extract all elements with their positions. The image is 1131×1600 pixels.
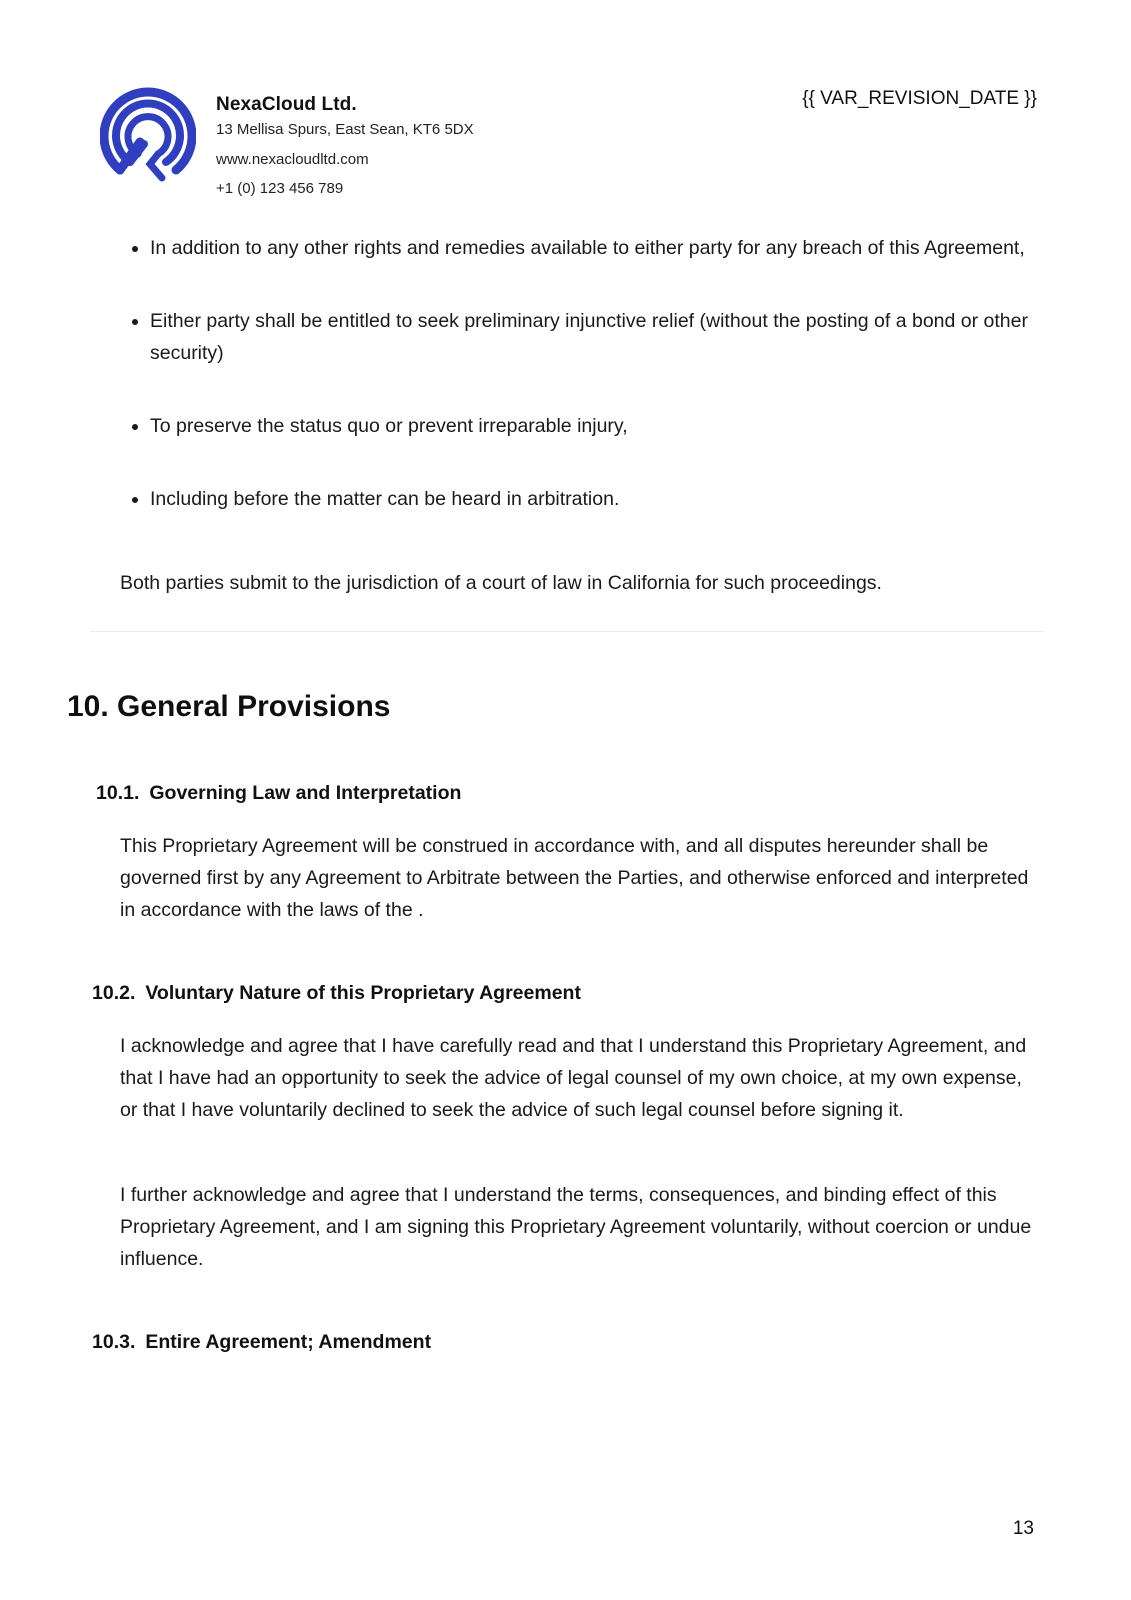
company-info [216,94,474,197]
subsection-title: Entire Agreement; Amendment [145,1331,432,1353]
subsection-heading-10-3 [92,1331,431,1354]
revision-date: {{ VAR_REVISION_DATE }} [802,88,1037,109]
section-heading: 10. General Provisions [67,690,391,723]
relief-bullet-list [130,232,1030,556]
company-website: www.nexacloudltd.com [216,151,369,168]
section-divider [90,631,1044,632]
subsection-heading-10-1 [96,782,461,805]
subsection-number: 10.2. [92,982,136,1004]
page-number: 13 [1012,1518,1034,1539]
company-phone: +1 (0) 123 456 789 [216,180,344,197]
list-item: In addition to any other rights and remedies available to either party for any breach of this Agreement, [130,232,1030,264]
subsection-number: 10.3. [92,1331,136,1353]
subsection-number: 10.1. [96,782,140,804]
governing-law-paragraph: This Proprietary Agreement will be construed in accordance with, and all disputes hereunder shall be governed first by any Agreement to Arbitrate between the Parties, and otherwise enforced and interpreted in accordance with the laws of the . [120,835,1029,921]
subsection-title: Governing Law and Interpretation [149,782,462,804]
nexacloud-logo-icon [100,78,196,182]
voluntary-paragraph-2: I further acknowledge and agree that I understand the terms, consequences, and binding effect of this Proprietary Agreement, and I am signing this Proprietary Agreement voluntarily, without coercion or undue influence. [120,1184,1032,1270]
company-name: NexaCloud Ltd. [216,94,357,115]
voluntary-paragraph-1: I acknowledge and agree that I have carefully read and that I understand this Proprietary Agreement, and that I have had an opportunity to seek the advice of legal counsel of my own choice, at my own expense, or that I have voluntarily declined to seek the advice of such legal counsel before signing it. [120,1035,1027,1121]
jurisdiction-paragraph: Both parties submit to the jurisdiction of a court of law in California for such proceedings. [120,572,882,594]
list-item: To preserve the status quo or prevent irreparable injury, [130,410,1030,442]
company-address: 13 Mellisa Spurs, East Sean, KT6 5DX [216,121,474,138]
subsection-title: Voluntary Nature of this Proprietary Agreement [145,982,581,1004]
list-item: Either party shall be entitled to seek preliminary injunctive relief (without the posting of a bond or other security) [130,305,1030,369]
list-item: Including before the matter can be heard in arbitration. [130,483,1030,515]
subsection-heading-10-2 [92,982,581,1005]
